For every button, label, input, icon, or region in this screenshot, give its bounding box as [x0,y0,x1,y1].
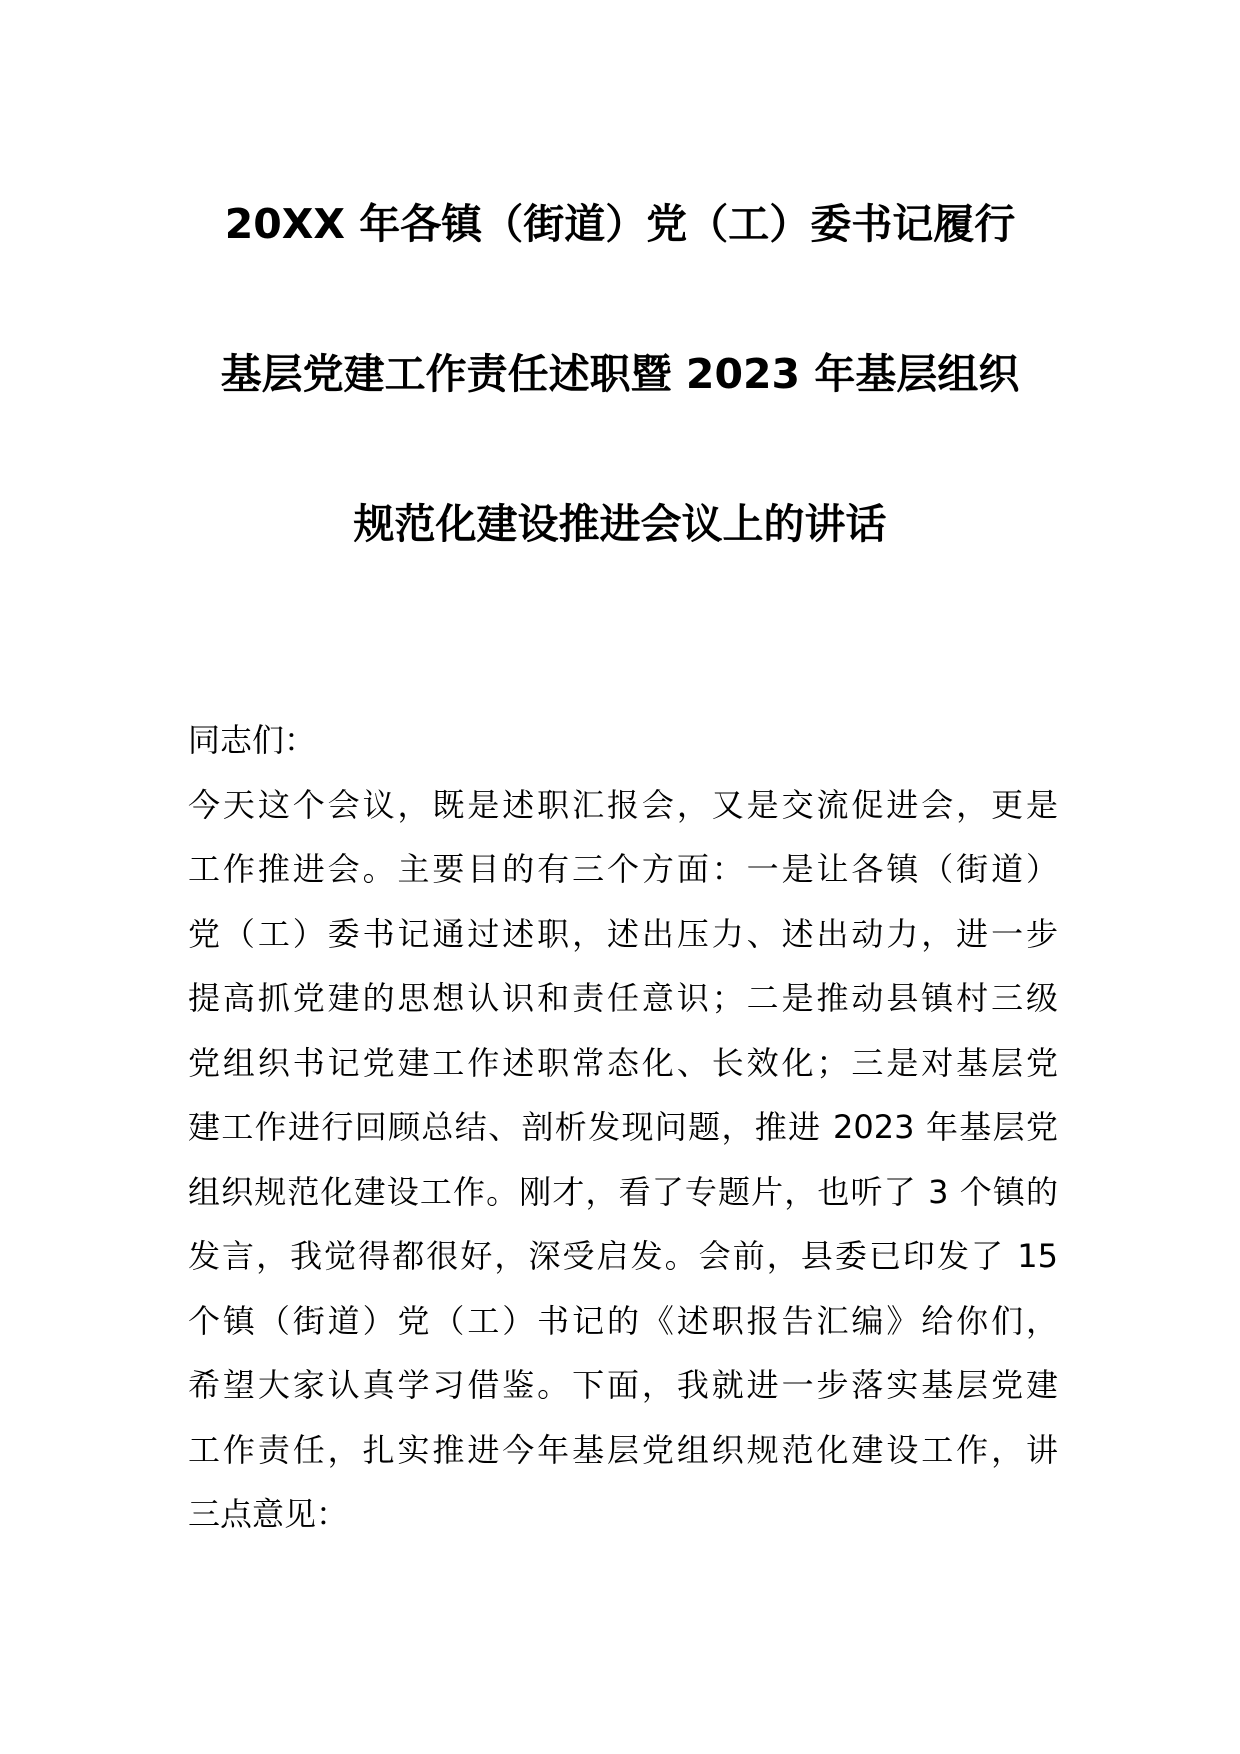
title-line-1: 20XX 年各镇（街道）党（工）委书记履行 [224,200,1016,248]
paragraph-line: 工作推进会。主要目的有三个方面：一是让各镇（街道） [188,850,1058,888]
paragraph-line: 发言，我觉得都很好，深受启发。会前，县委已印发了 15 [188,1237,1058,1275]
paragraph-line: 工作责任，扎实推进今年基层党组织规范化建设工作，讲 [188,1430,1058,1469]
title-line-2: 基层党建工作责任述职暨 2023 年基层组织 [220,350,1020,398]
salutation: 同志们： [188,721,317,759]
paragraph-line: 党组织书记党建工作述职常态化、长效化；三是对基层党 [188,1043,1058,1082]
title-line-3: 规范化建设推进会议上的讲话 [353,500,887,548]
paragraph-line: 提高抓党建的思想认识和责任意识；二是推动县镇村三级 [188,979,1058,1017]
paragraph-line: 三点意见： [188,1495,349,1533]
paragraph-line: 希望大家认真学习借鉴。下面，我就进一步落实基层党建 [188,1366,1058,1404]
body-paragraph [188,773,1058,1547]
paragraph-line: 今天这个会议，既是述职汇报会，又是交流促进会，更是 [188,785,1058,824]
document-body [188,708,1058,1547]
document-title [190,200,1050,650]
paragraph-line: 个镇（街道）党（工）书记的《述职报告汇编》给你们， [188,1301,1058,1340]
paragraph-line: 建工作进行回顾总结、剖析发现问题，推进 2023 年基层党 [188,1108,1058,1146]
paragraph-line: 组织规范化建设工作。刚才，看了专题片，也听了 3 个镇的 [188,1172,1058,1211]
paragraph-line: 党（工）委书记通过述职，述出压力、述出动力，进一步 [188,914,1058,953]
